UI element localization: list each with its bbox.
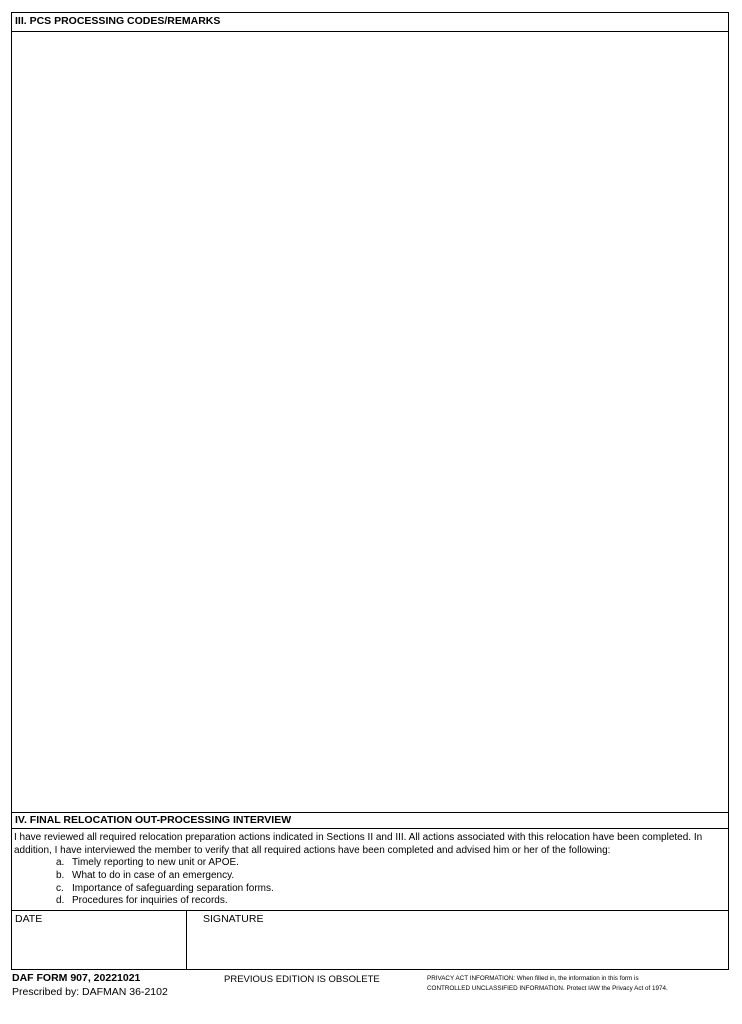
form-frame xyxy=(11,12,729,970)
section-3-header: III. PCS PROCESSING CODES/REMARKS xyxy=(12,13,728,32)
date-label: DATE xyxy=(15,913,43,925)
interview-statement: I have reviewed all required relocation preparation actions indicated in Sections II and III. All actions associated with this relocation have been completed. In addition, I have interviewed the member to verify that all required actions have been completed and advised him or her of the following: xyxy=(14,832,703,856)
signature-label: SIGNATURE xyxy=(203,913,264,925)
list-item xyxy=(14,870,722,883)
list-item xyxy=(14,857,722,870)
list-item-text: What to do in case of an emergency. xyxy=(72,869,235,881)
date-cell xyxy=(12,911,187,970)
privacy-line-1: PRIVACY ACT INFORMATION: When filled in, the information in this form is xyxy=(427,975,639,982)
prescribed-by: Prescribed by: DAFMAN 36-2102 xyxy=(12,986,168,998)
list-item-text: Timely reporting to new unit or APOE. xyxy=(72,857,239,868)
signature-cell xyxy=(187,911,728,970)
form-id: DAF FORM 907, 20221021 xyxy=(12,972,141,984)
edition-notice: PREVIOUS EDITION IS OBSOLETE xyxy=(224,974,380,985)
pcs-remarks-field[interactable] xyxy=(12,32,728,812)
list-item-text: Procedures for inquiries of records. xyxy=(72,895,228,907)
privacy-line-2: CONTROLLED UNCLASSIFIED INFORMATION. Protect IAW the Privacy Act of 1974. xyxy=(427,985,668,992)
date-field[interactable] xyxy=(15,929,183,967)
signature-field[interactable] xyxy=(190,929,725,967)
list-item-letter: d. xyxy=(56,895,65,907)
list-item-letter: b. xyxy=(56,869,65,881)
list-item-letter: a. xyxy=(56,857,65,868)
list-item-text: Importance of safeguarding separation forms. xyxy=(72,882,274,894)
list-item xyxy=(14,883,722,896)
privacy-notice xyxy=(427,974,668,994)
advisement-list xyxy=(14,857,722,908)
section-4-header: IV. FINAL RELOCATION OUT-PROCESSING INTERVIEW xyxy=(12,812,728,829)
list-item xyxy=(14,895,722,908)
date-signature-row xyxy=(12,910,728,970)
list-item-letter: c. xyxy=(56,882,64,894)
interview-block xyxy=(14,831,722,908)
